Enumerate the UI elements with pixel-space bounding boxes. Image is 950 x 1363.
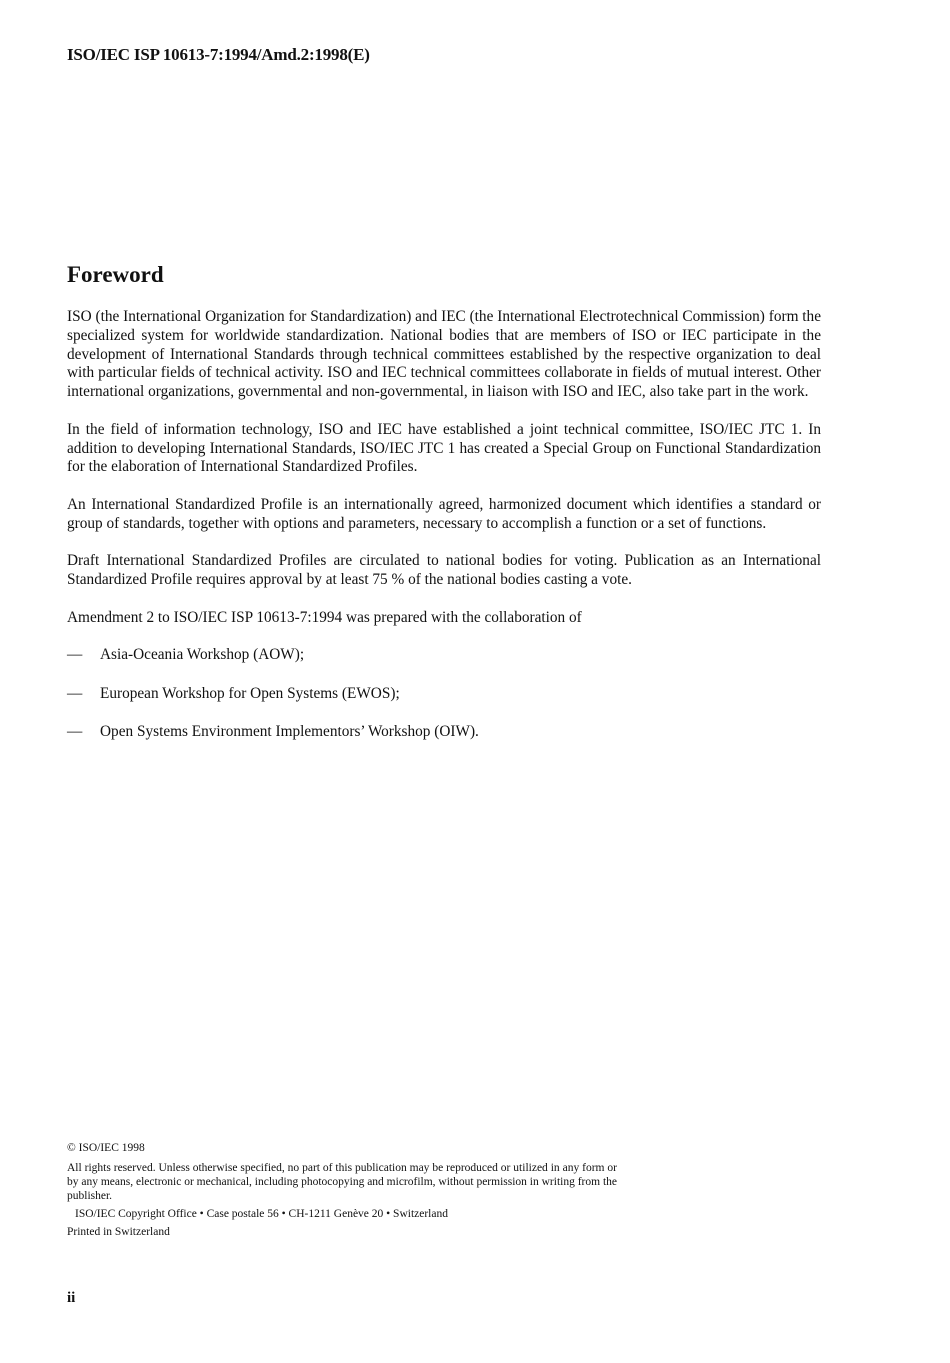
list-item-text: Asia-Oceania Workshop (AOW);	[100, 646, 305, 664]
printed-in: Printed in Switzerland	[67, 1226, 170, 1238]
list-item	[67, 646, 821, 665]
list-item-text: Open Systems Environment Implementors’ Workshop (OIW).	[100, 722, 479, 740]
dash-bullet: —	[67, 684, 83, 702]
page-number: ii	[67, 1290, 76, 1306]
dash-bullet: —	[67, 646, 83, 664]
list-item	[67, 685, 821, 704]
list-item	[67, 723, 821, 742]
copyright-line: © ISO/IEC 1998	[67, 1142, 145, 1154]
copyright-office: ISO/IEC Copyright Office • Case postale 56 • CH-1211 Genève 20 • Switzerland	[75, 1208, 448, 1220]
paragraph-jtc1: In the field of information technology, ISO and IEC have established a joint technical committee, ISO/IEC JTC 1. In addition to developing International Standards, ISO/IEC JTC 1 has created a Special Group on Functional Standardization for the elaboration of International Standardized Profiles.	[67, 420, 821, 476]
foreword-body	[67, 308, 821, 761]
paragraph-voting: Draft International Standardized Profiles are circulated to national bodies for voting. Publication as an International Standardized Profile requires approval by at least 75 % of the national bodies casting a vote.	[67, 552, 821, 589]
paragraph-amendment: Amendment 2 to ISO/IEC ISP 10613-7:1994 was prepared with the collaboration of	[67, 608, 582, 626]
paragraph-isp-definition: An International Standardized Profile is an internationally agreed, harmonized document which identifies a standard or group of standards, together with options and parameters, necessary to accomplish a function or a set of functions.	[67, 495, 821, 532]
collaborator-list	[67, 646, 821, 741]
rights-statement: All rights reserved. Unless otherwise specified, no part of this publication may be reproduced or utilized in any form or by any means, electronic or mechanical, including photocopying and microfilm, without permission in writing from the publisher.	[67, 1162, 617, 1202]
list-item-text: European Workshop for Open Systems (EWOS);	[100, 684, 400, 702]
page-title: Foreword	[67, 262, 164, 287]
paragraph-organizations: ISO (the International Organization for Standardization) and IEC (the International Electrotechnical Commission) form the specialized system for worldwide standardization. National bodies that are members of ISO or IEC participate in the development of International Standards through technical committees established by the respective organization to deal with particular fields of technical activity. ISO and IEC technical committees collaborate in fields of mutual interest. Other international organizations, governmental and non-governmental, in liaison with ISO and IEC, also take part in the work.	[67, 308, 821, 401]
document-header: ISO/IEC ISP 10613-7:1994/Amd.2:1998(E)	[67, 45, 370, 64]
copyright-block	[67, 1141, 617, 1239]
dash-bullet: —	[67, 722, 83, 740]
